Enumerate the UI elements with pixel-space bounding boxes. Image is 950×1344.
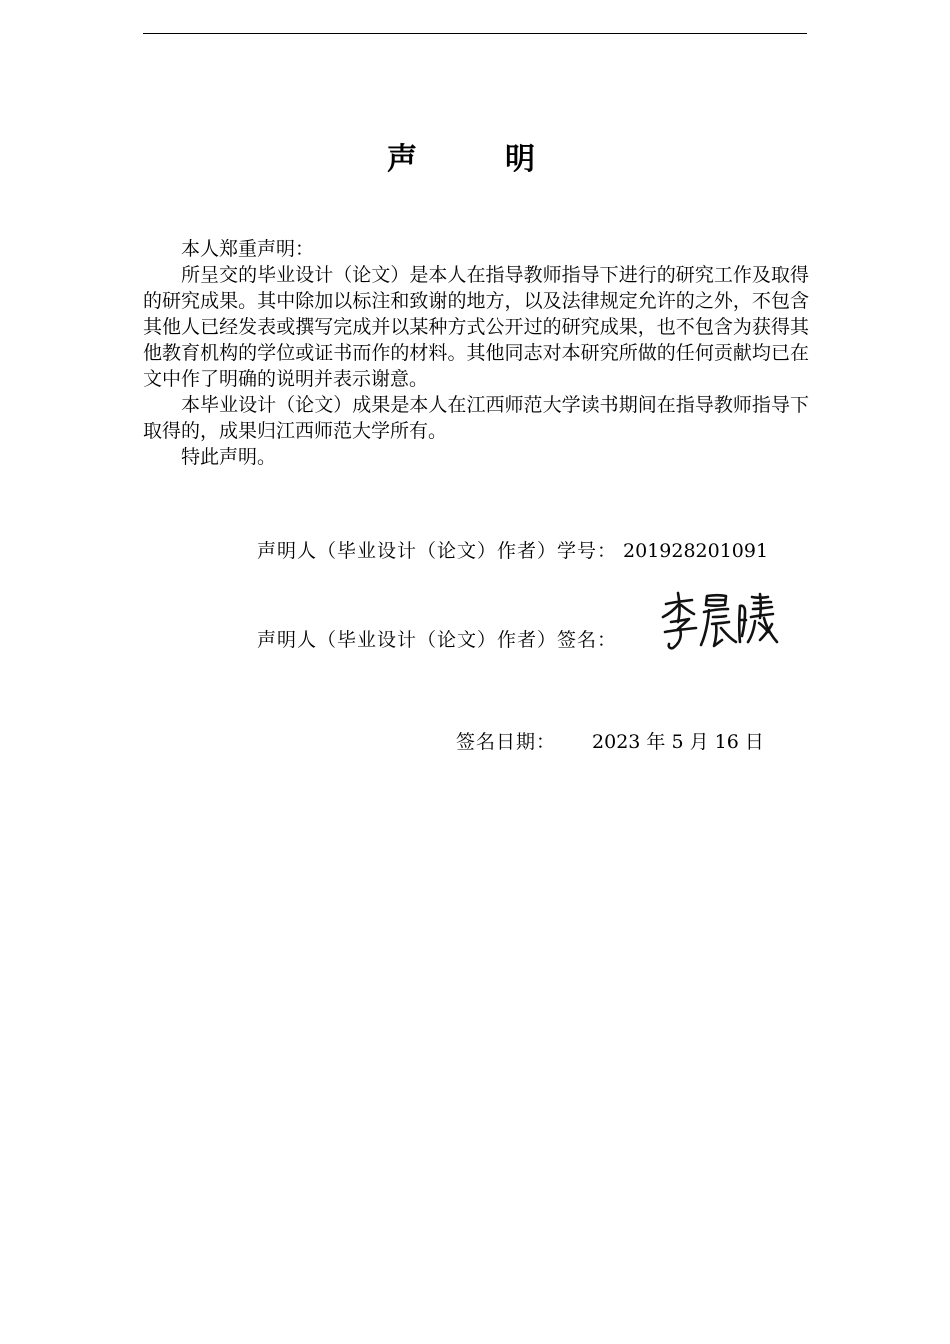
header-rule <box>143 33 807 34</box>
signature-line <box>257 627 617 653</box>
declaration-body <box>143 236 809 470</box>
signature-date-line <box>456 729 764 755</box>
declaration-closing: 特此声明。 <box>181 446 277 468</box>
handwritten-signature <box>660 590 782 652</box>
declaration-opening: 本人郑重声明： <box>181 238 315 260</box>
declaration-paragraph: 所呈交的毕业设计（论文）是本人在指导教师指导下进行的研究工作及取得的研究成果。其中除加以标注和致谢的地方，以及法律规定允许的之外，不包含其他人已经发表或撰写完成并以某种方式公开过的研究成果，也不包含为获得其他教育机构的学位或证书而作的材料。其他同志对本研究所做的任何贡献均已在文中作了明确的说明并表示谢意。 <box>143 264 809 390</box>
date-label: 签名日期： <box>456 731 557 753</box>
date-value: 2023 年 5 月 16 日 <box>592 731 764 753</box>
student-id-value: 201928201091 <box>623 540 769 562</box>
student-id-label: 声明人（毕业设计（论文）作者）学号： <box>257 540 618 562</box>
declaration-paragraph: 本毕业设计（论文）成果是本人在江西师范大学读书期间在指导教师指导下取得的，成果归江西师范大学所有。 <box>143 394 809 442</box>
student-id-line <box>257 538 768 564</box>
signature-label: 声明人（毕业设计（论文）作者）签名： <box>257 629 618 651</box>
page-title: 声明 <box>387 142 623 178</box>
